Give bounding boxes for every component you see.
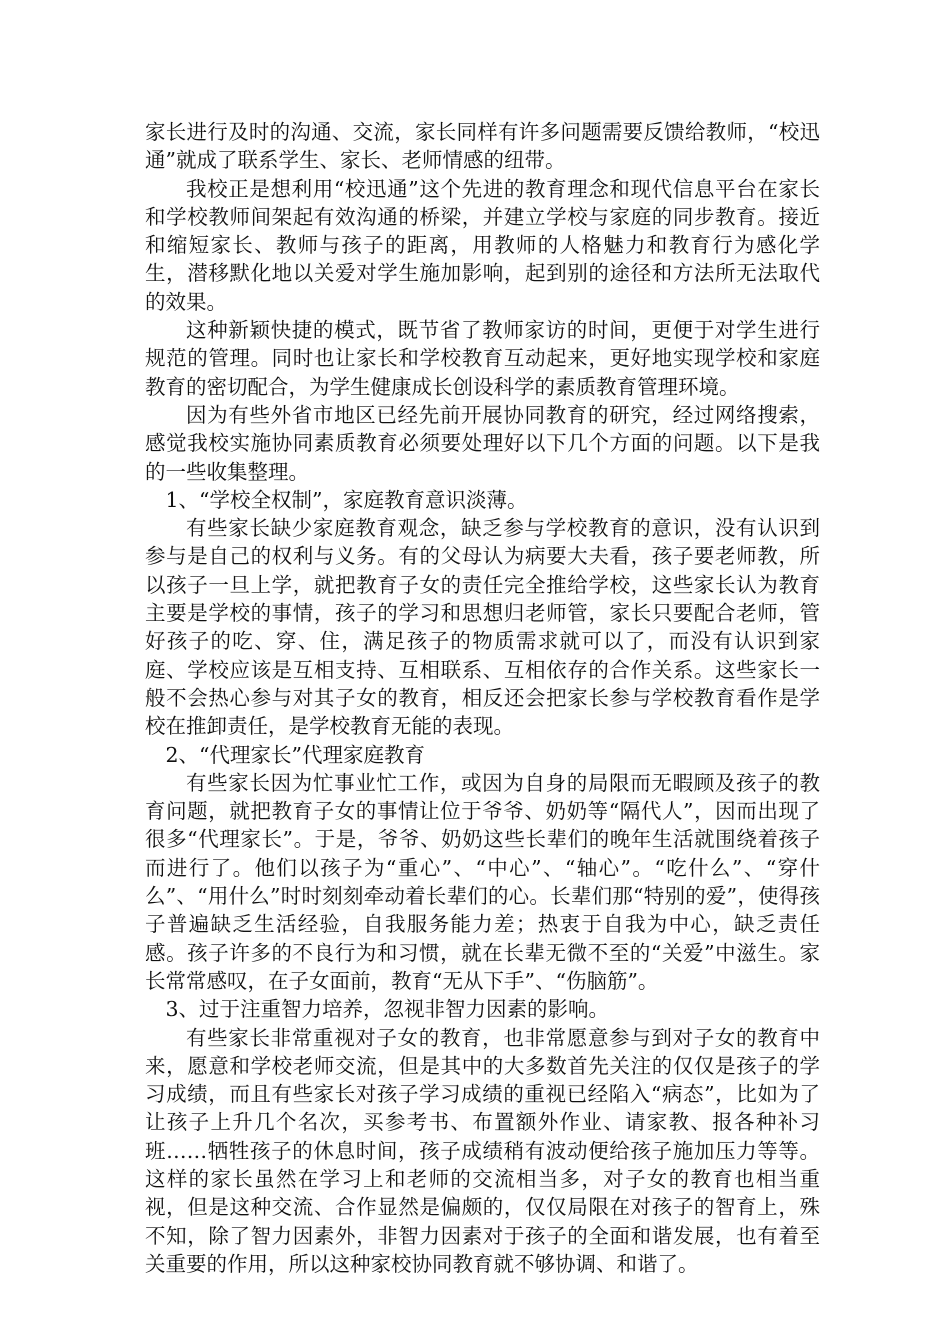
paragraph-xiaoxuntong-platform: 我校正是想利用“校迅通”这个先进的教育理念和现代信息平台在家长和学校教师间架起有效沟通的桥梁，并建立学校与家庭的同步教育。接近和缩短家长、教师与孩子的距离，用教师的人格魅力和教育行为感化学生，潜移默化地以关爱对学生施加影响，起到别的途径和方法所无法取代的效果。 — [145, 176, 820, 314]
document-body — [145, 118, 820, 1278]
section-heading-3: 3、过于注重智力培养，忽视非智力因素的影响。 — [165, 997, 610, 1022]
section-heading-1: 1、“学校全权制”，家庭教育意识淡薄。 — [165, 487, 528, 512]
paragraph-research-intro: 因为有些外省市地区已经先前开展协同教育的研究，经过网络搜索，感觉我校实施协同素质教育必须要处理好以下几个方面的问题。以下是我的一些收集整理。 — [145, 402, 820, 484]
section-heading-2: 2、“代理家长”代理家庭教育 — [165, 742, 426, 767]
paragraph-new-mode: 这种新颖快捷的模式，既节省了教师家访的时间，更便于对学生进行规范的管理。同时也让家长和学校教育互动起来，更好地实现学校和家庭教育的密切配合，为学生健康成长创设科学的素质教育管理环境。 — [145, 318, 820, 399]
paragraph-section-2: 有些家长因为忙事业忙工作，或因为自身的局限而无暇顾及孩子的教育问题，就把教育子女的事情让位于爷爷、奶奶等“隔代人”，因而出现了很多“代理家长”。于是，爷爷、奶奶这些长辈们的晚年生活就围绕着孩子而进行了。他们以孩子为“重心”、“中心”、“轴心”。“吃什么”、“穿什么”、“用什么”时时刻刻牵动着长辈们的心。长辈们那“特别的爱”，使得孩子普遍缺乏生活经验，自我服务能力差；热衷于自我为中心，缺乏责任感。孩子许多的不良行为和习惯，就在长辈无微不至的“关爱”中滋生。家长常常感叹，在子女面前，教育“无从下手”、“伤脑筋”。 — [145, 770, 820, 993]
paragraph-section-3: 有些家长非常重视对子女的教育，也非常愿意参与到对子女的教育中来，愿意和学校老师交流，但是其中的大多数首先关注的仅仅是孩子的学习成绩，而且有些家长对孩子学习成绩的重视已经陷入“病态”，比如为了让孩子上升几个名次，买参考书、布置额外作业、请家教、报各种补习班……牺牲孩子的休息时间，孩子成绩稍有波动便给孩子施加压力等等。这样的家长虽然在学习上和老师的交流相当多，对子女的教育也相当重视，但是这种交流、合作显然是偏颇的，仅仅局限在对孩子的智育上，殊不知，除了智力因素外，非智力因素对于孩子的全面和谐发展，也有着至关重要的作用，所以这种家校协同教育就不够协调、和谐了。 — [145, 1025, 820, 1276]
paragraph-continuation: 家长进行及时的沟通、交流，家长同样有许多问题需要反馈给教师，“校迅通”就成了联系学生、家长、老师情感的纽带。 — [145, 120, 820, 173]
paragraph-section-1: 有些家长缺少家庭教育观念，缺乏参与学校教育的意识，没有认识到参与是自己的权利与义务。有的父母认为病要大夫看，孩子要老师教，所以孩子一旦上学，就把教育子女的责任完全推给学校，这些家长认为教育主要是学校的事情，孩子的学习和思想归老师管，家长只要配合老师，管好孩子的吃、穿、住，满足孩子的物质需求就可以了，而没有认识到家庭、学校应该是互相支持、互相联系、互相依存的合作关系。这些家长一般不会热心参与对其子女的教育，相反还会把家长参与学校教育看作是学校在推卸责任，是学校教育无能的表现。 — [145, 516, 820, 739]
